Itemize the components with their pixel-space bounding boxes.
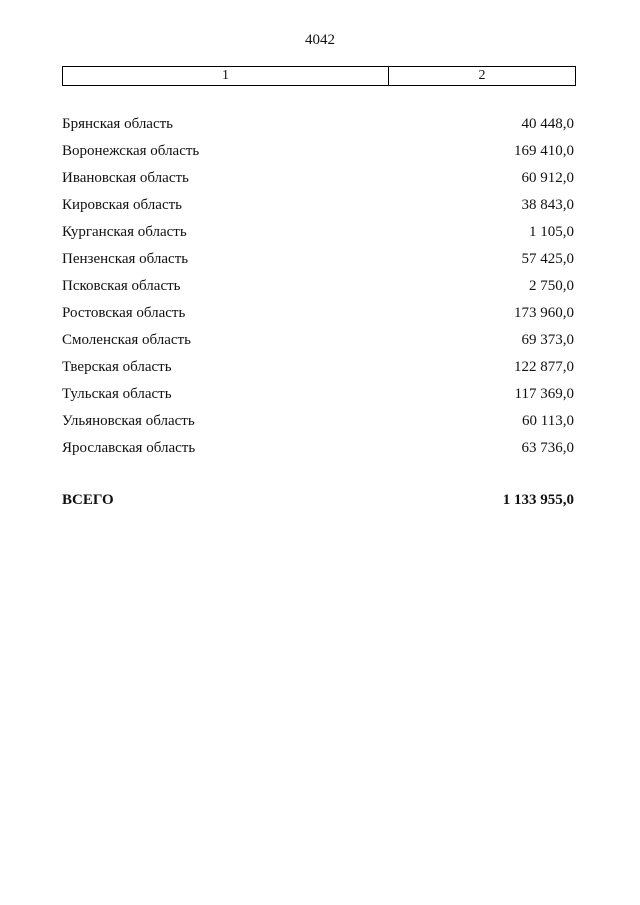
region-value: 117 369,0 <box>514 386 574 402</box>
total-label: ВСЕГО <box>62 491 114 508</box>
region-value: 38 843,0 <box>521 197 574 213</box>
column-header-table <box>62 66 576 86</box>
region-value: 63 736,0 <box>521 440 574 456</box>
table-row <box>62 219 574 246</box>
region-value: 57 425,0 <box>521 251 574 267</box>
region-list <box>62 111 574 462</box>
table-row <box>62 408 574 435</box>
region-name: Тверская область <box>62 359 172 375</box>
region-name: Ульяновская область <box>62 413 195 429</box>
region-value: 169 410,0 <box>514 143 574 159</box>
region-name: Курганская область <box>62 224 187 240</box>
region-value: 122 877,0 <box>514 359 574 375</box>
table-row <box>62 300 574 327</box>
page-number: 4042 <box>305 32 335 48</box>
region-value: 60 113,0 <box>522 413 574 429</box>
region-name: Ивановская область <box>62 170 189 186</box>
total-value: 1 133 955,0 <box>502 491 574 508</box>
region-value: 1 105,0 <box>529 224 574 240</box>
region-name: Воронежская область <box>62 143 200 159</box>
table-row <box>62 138 574 165</box>
table-row <box>62 381 574 408</box>
region-value: 69 373,0 <box>521 332 574 348</box>
region-name: Брянская область <box>62 116 174 132</box>
region-value: 2 750,0 <box>529 278 574 294</box>
region-name: Ярославская область <box>62 440 196 456</box>
region-value: 173 960,0 <box>514 305 574 321</box>
region-value: 60 912,0 <box>521 170 574 186</box>
table-row <box>62 111 574 138</box>
region-name: Смоленская область <box>62 332 191 348</box>
table-row <box>62 273 574 300</box>
table-row <box>62 354 574 381</box>
table-row <box>62 192 574 219</box>
total-row <box>62 489 574 511</box>
table-row <box>62 165 574 192</box>
region-value: 40 448,0 <box>521 116 574 132</box>
region-name: Пензенская область <box>62 251 189 267</box>
table-row <box>62 246 574 273</box>
region-name: Тульская область <box>62 386 172 402</box>
column-header-1: 1 <box>63 67 389 85</box>
region-name: Кировская область <box>62 197 183 213</box>
column-header-2: 2 <box>478 68 486 83</box>
table-row <box>62 327 574 354</box>
table-row <box>62 435 574 462</box>
region-name: Псковская область <box>62 278 181 294</box>
region-name: Ростовская область <box>62 305 186 321</box>
